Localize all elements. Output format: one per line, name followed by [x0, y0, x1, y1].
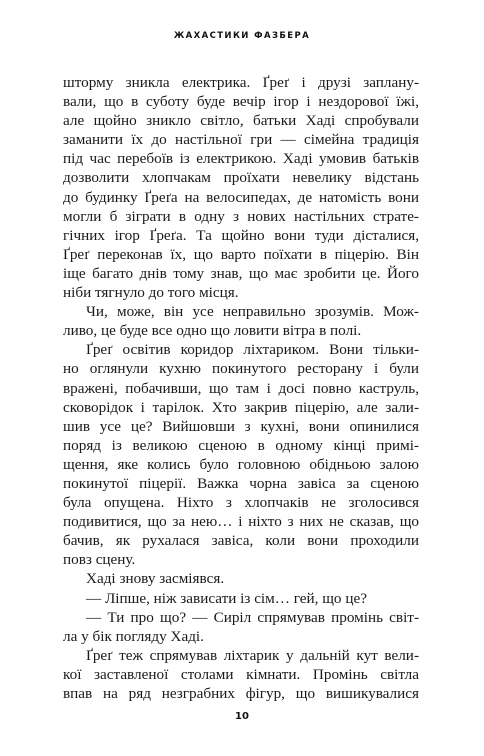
text-line: ливо, це буде все одно що ловити вітра в полі.	[63, 322, 362, 340]
text-line: кої заставленої столами кімнати. Промінь світла	[63, 665, 419, 683]
text-line: могли б зіграти в одну з нових настільних страте-	[63, 207, 419, 225]
text-line: Хаді знову засміявся.	[86, 570, 225, 588]
text-line: була опущена. Ніхто з хлопчаків не зголосився	[63, 494, 419, 512]
text-line: ла у бік погляду Хаді.	[63, 627, 204, 645]
text-line: іще багато днів тому знав, що має зробити це. Його	[63, 264, 419, 282]
text-line: гічних ігор Ґреґа. Та щойно вони туди дісталися,	[63, 226, 419, 244]
text-line: сковорідок і тарілок. Хто закрив піцерію, але зали-	[63, 398, 419, 416]
text-line: ніби тягнуло до того місця.	[63, 284, 239, 302]
text-line: Ґреґ теж спрямував ліхтарик у дальній кут вели-	[86, 646, 419, 664]
text-line: бачив, як рухалася завіса, коли вони проходили	[63, 532, 419, 550]
text-line: вали, що в суботу буде вечір ігор і нездорової їжі,	[63, 93, 419, 111]
text-line: — Ліпше, ніж зависати із сім… гей, що це?	[86, 589, 367, 607]
text-line: — Ти про що? — Сиріл спрямував промінь світ-	[86, 608, 419, 626]
page-number: 10	[235, 711, 249, 722]
text-line: подивитися, що за нею… і ніхто з них не сказав, що	[63, 513, 419, 531]
text-line: дозволити хлопчакам проїхати невелику відстань	[63, 169, 419, 187]
text-line: шторму зникла електрика. Ґреґ і друзі заплану-	[63, 74, 419, 91]
text-line: заманити їх до настільної гри — сімейна традиція	[63, 131, 419, 149]
text-line: але щойно зникло світло, батьки Хаді спробували	[63, 112, 419, 130]
text-line: впав на ряд незграбних фігур, що вишикувалися	[63, 685, 419, 702]
text-line: Ґреґ освітив коридор ліхтариком. Вони тільки-	[86, 341, 419, 359]
text-line: повз сцену.	[63, 551, 136, 569]
text-line: шив усе це? Вийшовши з кухні, вони опинилися	[63, 417, 419, 435]
text-line: Ґреґ переконав їх, що варто поїхати в піцерію. Він	[63, 245, 419, 263]
body-text	[63, 73, 419, 703]
running-header: ЖАХАСТИКИ ФАЗБЕРА	[173, 31, 311, 41]
text-line: поряд із великою сценою в одному кінці примі-	[63, 436, 419, 454]
text-line: Чи, може, він усе неправильно зрозумів. Мож-	[86, 303, 419, 321]
text-line: щення, яке колись було головною обідньою залою	[63, 455, 419, 473]
text-line: но оглянули кухню покинутого ресторану і були	[63, 360, 419, 378]
text-line: до будинку Ґреґа на велосипедах, де натомість вони	[63, 188, 419, 206]
text-line: покинутої піцерії. Важка чорна завіса за сценою	[63, 474, 419, 492]
text-line: під час перебоїв із електрикою. Хаді умовив батьків	[63, 150, 419, 168]
text-line: вражені, побачивши, що там і досі повно каструль,	[63, 379, 419, 397]
